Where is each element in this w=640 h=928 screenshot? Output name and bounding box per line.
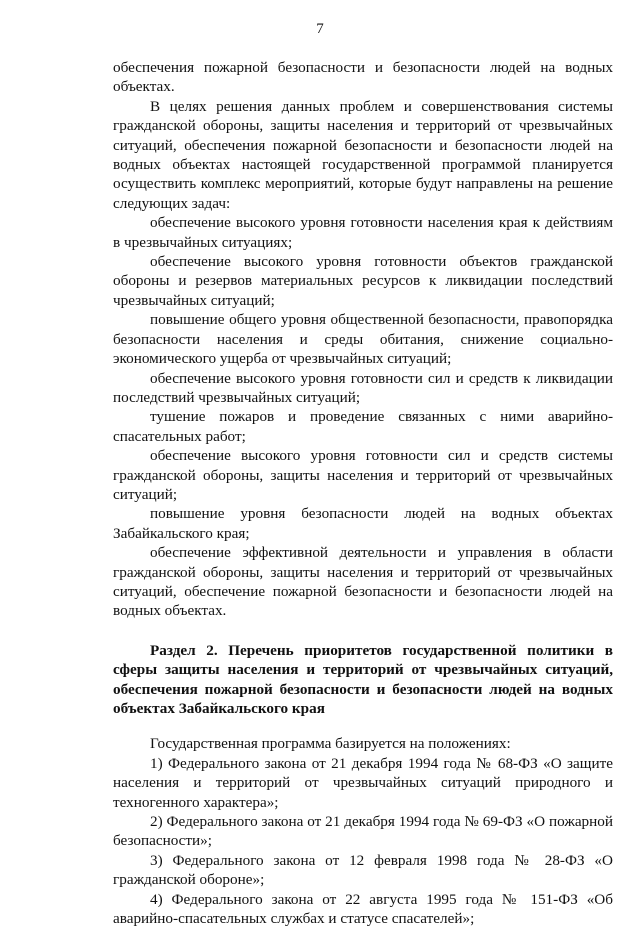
paragraph: 1) Федерального закона от 21 декабря 1994 года № 68-ФЗ «О защите населения и территорий от чрезвычайных ситуаций природного и техногенного характера»;	[113, 754, 613, 811]
paragraph: 2) Федерального закона от 21 декабря 1994 года № 69-ФЗ «О пожарной безопасности»;	[113, 813, 613, 850]
paragraph: Государственная программа базируется на положениях:	[150, 735, 511, 753]
page-number: 7	[316, 21, 324, 37]
paragraph: обеспечение высокого уровня готовности сил и средств к ликвидации последствий чрезвычайных ситуаций;	[113, 369, 613, 406]
paragraph: обеспечение высокого уровня готовности объектов гражданской обороны и резервов материальных ресурсов к ликвидации последствий чрезвычайных ситуаций;	[113, 253, 613, 309]
document-body	[113, 58, 613, 928]
paragraph: 3) Федерального закона от 12 февраля 1998 года № 28-ФЗ «О гражданской обороне»;	[113, 851, 613, 889]
paragraph: В целях решения данных проблем и совершенствования системы гражданской обороны, защиты населения и территорий от чрезвычайных ситуаций, обеспечения пожарной безопасности и безопасности людей на водных объектах настоящей государственной программой планируется осуществить комплекс мероприятий, которые будут направлены на решение следующих задач:	[113, 97, 613, 212]
paragraphs-bottom	[113, 734, 613, 928]
paragraph: обеспечение высокого уровня готовности населения края к действиям в чрезвычайных ситуациях;	[113, 214, 613, 251]
paragraph: повышение уровня безопасности людей на водных объектах Забайкальского края;	[113, 505, 613, 542]
paragraphs-top	[113, 58, 613, 621]
paragraph: повышение общего уровня общественной безопасности, правопорядка безопасности населения и среды обитания, снижение социально-экономического ущерба от чрезвычайных ситуаций;	[113, 311, 613, 368]
paragraph: тушение пожаров и проведение связанных с ними аварийно-спасательных работ;	[113, 408, 613, 445]
section-heading: Раздел 2. Перечень приоритетов государственной политики в сферы защиты населения и территорий от чрезвычайных ситуаций, обеспечения пожарной безопасности и безопасности людей на водных объектах Забайкальского края	[113, 641, 613, 717]
paragraph: 4) Федерального закона от 22 августа 1995 года № 151-ФЗ «Об аварийно-спасательных службах и статусе спасателей»;	[113, 890, 613, 928]
paragraph: обеспечения пожарной безопасности и безопасности людей на водных объектах.	[113, 59, 613, 96]
paragraph: обеспечение эффективной деятельности и управления в области гражданской обороны, защиты населения и территорий от чрезвычайных ситуаций, обеспечение пожарной безопасности и безопасности людей на водных объектах.	[113, 544, 613, 620]
paragraph: обеспечение высокого уровня готовности сил и средств системы гражданской обороны, защиты населения и территорий от чрезвычайных ситуаций;	[113, 447, 613, 503]
